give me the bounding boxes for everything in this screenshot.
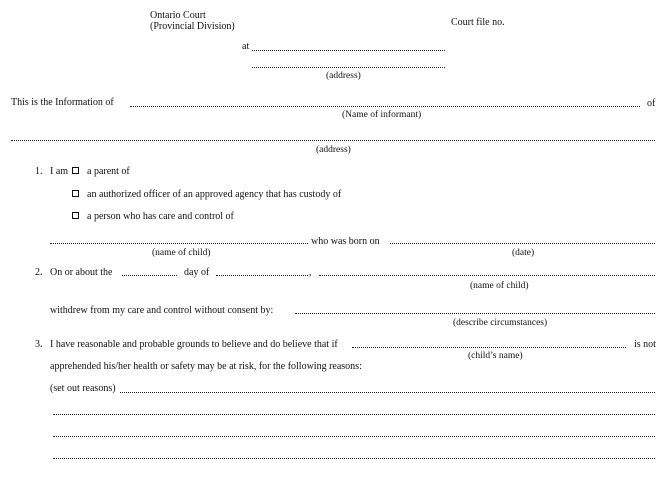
born-on-label: who was born on bbox=[311, 236, 380, 247]
birth-date-caption: (date) bbox=[512, 248, 535, 258]
apprehended-label: apprehended his/her health or safety may be at risk, for the following reasons: bbox=[50, 361, 362, 372]
item3-child-caption: (child’s name) bbox=[468, 351, 523, 361]
of-label: of bbox=[647, 98, 656, 109]
item1-number: 1. bbox=[35, 166, 43, 177]
officer-checkbox[interactable] bbox=[72, 190, 79, 197]
court-file-no-label: Court file no. bbox=[451, 17, 505, 28]
reasons-line-4[interactable] bbox=[53, 458, 655, 459]
item1-child-caption: (name of child) bbox=[152, 248, 211, 258]
grounds-label: I have reasonable and probable grounds to believe and do believe that if bbox=[50, 339, 338, 350]
parent-checkbox[interactable] bbox=[72, 167, 79, 174]
item3-child-name-field[interactable] bbox=[352, 347, 626, 348]
circumstances-field[interactable] bbox=[295, 313, 655, 314]
item3-number: 3. bbox=[35, 339, 43, 350]
item1-i-am: I am bbox=[50, 166, 69, 177]
caregiver-option-label: a person who has care and control of bbox=[87, 211, 234, 222]
is-not-label: is not bbox=[634, 339, 656, 350]
item2-child-name-field[interactable] bbox=[319, 275, 655, 276]
parent-option-label: a parent of bbox=[87, 166, 130, 177]
informant-address-field[interactable] bbox=[11, 140, 655, 141]
day-field[interactable] bbox=[122, 275, 177, 276]
reasons-line-3[interactable] bbox=[53, 436, 655, 437]
item2-number: 2. bbox=[35, 267, 43, 278]
court-address-field[interactable] bbox=[252, 67, 445, 68]
informant-name-caption: (Name of informant) bbox=[342, 110, 422, 120]
day-of-label: day of bbox=[184, 267, 210, 278]
date-comma: , bbox=[309, 267, 312, 278]
reasons-line-2[interactable] bbox=[53, 414, 655, 415]
informant-name-field[interactable] bbox=[130, 106, 640, 107]
court-address-caption: (address) bbox=[326, 71, 361, 81]
about-the-label: On or about the bbox=[50, 267, 113, 278]
information-of-label: This is the Information of bbox=[11, 97, 114, 108]
court-division: (Provincial Division) bbox=[150, 21, 235, 32]
court-location-field[interactable] bbox=[252, 50, 445, 51]
month-field[interactable] bbox=[216, 275, 308, 276]
set-out-reasons-label: (set out reasons) bbox=[50, 383, 116, 394]
informant-address-caption: (address) bbox=[316, 145, 351, 155]
item1-child-name-field[interactable] bbox=[50, 243, 308, 244]
circumstances-caption: (describe circumstances) bbox=[453, 318, 548, 328]
withdrew-label: withdrew from my care and control without consent by: bbox=[50, 305, 274, 316]
officer-option-label: an authorized officer of an approved agency that has custody of bbox=[87, 189, 342, 200]
caregiver-checkbox[interactable] bbox=[72, 212, 79, 219]
item2-child-caption: (name of child) bbox=[470, 281, 529, 291]
birth-date-field[interactable] bbox=[390, 243, 655, 244]
court-name: Ontario Court bbox=[150, 10, 206, 21]
at-label: at bbox=[242, 41, 250, 52]
reasons-line-1[interactable] bbox=[120, 392, 655, 393]
